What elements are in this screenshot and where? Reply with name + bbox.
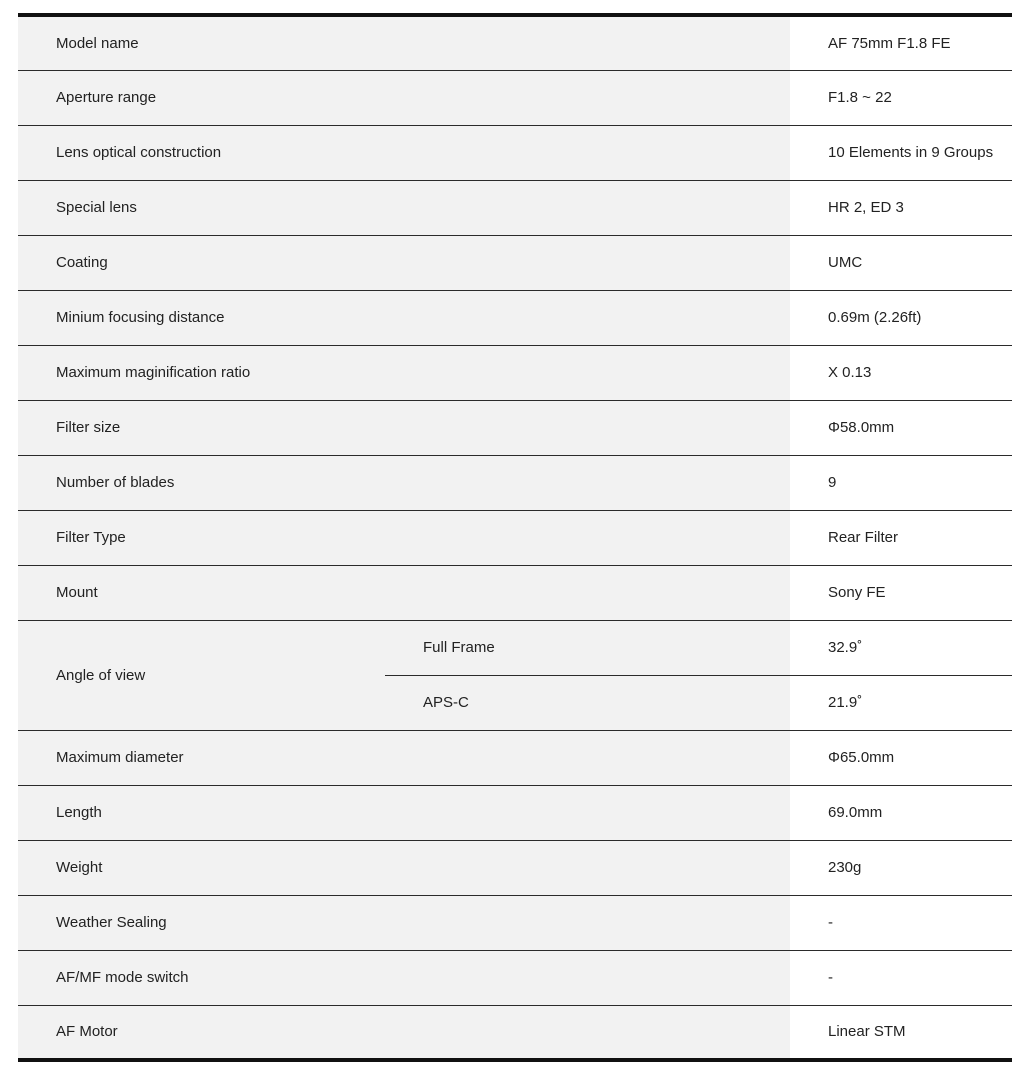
spec-row-af-motor	[18, 1005, 1012, 1060]
spec-label: Filter Type	[18, 510, 790, 565]
spec-label: Filter size	[18, 400, 790, 455]
spec-value: 230g	[790, 840, 1012, 895]
spec-value: 69.0mm	[790, 785, 1012, 840]
spec-value: F1.8 ~ 22	[790, 70, 1012, 125]
spec-row-mount	[18, 565, 1012, 620]
spec-value-full-frame: 32.9˚	[790, 620, 1012, 675]
spec-row-blades	[18, 455, 1012, 510]
spec-label: Maximum diameter	[18, 730, 790, 785]
spec-label: Weather Sealing	[18, 895, 790, 950]
spec-label: Model name	[18, 15, 790, 70]
spec-value-apsc: 21.9˚	[790, 675, 1012, 730]
spec-label: Length	[18, 785, 790, 840]
spec-row-coating	[18, 235, 1012, 290]
spec-row-angle-full-frame	[18, 620, 1012, 675]
spec-row-max-diameter	[18, 730, 1012, 785]
spec-value: Rear Filter	[790, 510, 1012, 565]
spec-value: X 0.13	[790, 345, 1012, 400]
spec-sublabel-apsc: APS-C	[385, 675, 790, 730]
spec-row-optical-construction	[18, 125, 1012, 180]
spec-row-weather-sealing	[18, 895, 1012, 950]
spec-value: HR 2, ED 3	[790, 180, 1012, 235]
spec-label-angle-of-view: Angle of view	[18, 620, 385, 730]
spec-label: Minium focusing distance	[18, 290, 790, 345]
spec-row-af-mf-switch	[18, 950, 1012, 1005]
spec-row-magnification	[18, 345, 1012, 400]
spec-label: Weight	[18, 840, 790, 895]
spec-value: -	[790, 950, 1012, 1005]
spec-label: Maximum maginification ratio	[18, 345, 790, 400]
spec-label: Lens optical construction	[18, 125, 790, 180]
spec-value: Linear STM	[790, 1005, 1012, 1060]
spec-value: UMC	[790, 235, 1012, 290]
spec-value: 0.69m (2.26ft)	[790, 290, 1012, 345]
spec-row-length	[18, 785, 1012, 840]
spec-value: Φ65.0mm	[790, 730, 1012, 785]
spec-label: Number of blades	[18, 455, 790, 510]
spec-label: AF Motor	[18, 1005, 790, 1060]
spec-row-filter-type	[18, 510, 1012, 565]
spec-row-weight	[18, 840, 1012, 895]
spec-value: 9	[790, 455, 1012, 510]
spec-value: AF 75mm F1.8 FE	[790, 15, 1012, 70]
spec-label: Coating	[18, 235, 790, 290]
spec-label: AF/MF mode switch	[18, 950, 790, 1005]
spec-row-aperture-range	[18, 70, 1012, 125]
spec-row-filter-size	[18, 400, 1012, 455]
spec-label: Special lens	[18, 180, 790, 235]
spec-value: -	[790, 895, 1012, 950]
spec-value: 10 Elements in 9 Groups	[790, 125, 1012, 180]
spec-row-min-focus	[18, 290, 1012, 345]
spec-value: Φ58.0mm	[790, 400, 1012, 455]
lens-spec-table	[18, 13, 1012, 1062]
spec-row-model-name	[18, 15, 1012, 70]
spec-row-special-lens	[18, 180, 1012, 235]
spec-label: Aperture range	[18, 70, 790, 125]
spec-label: Mount	[18, 565, 790, 620]
spec-sublabel-full-frame: Full Frame	[385, 620, 790, 675]
spec-value: Sony FE	[790, 565, 1012, 620]
